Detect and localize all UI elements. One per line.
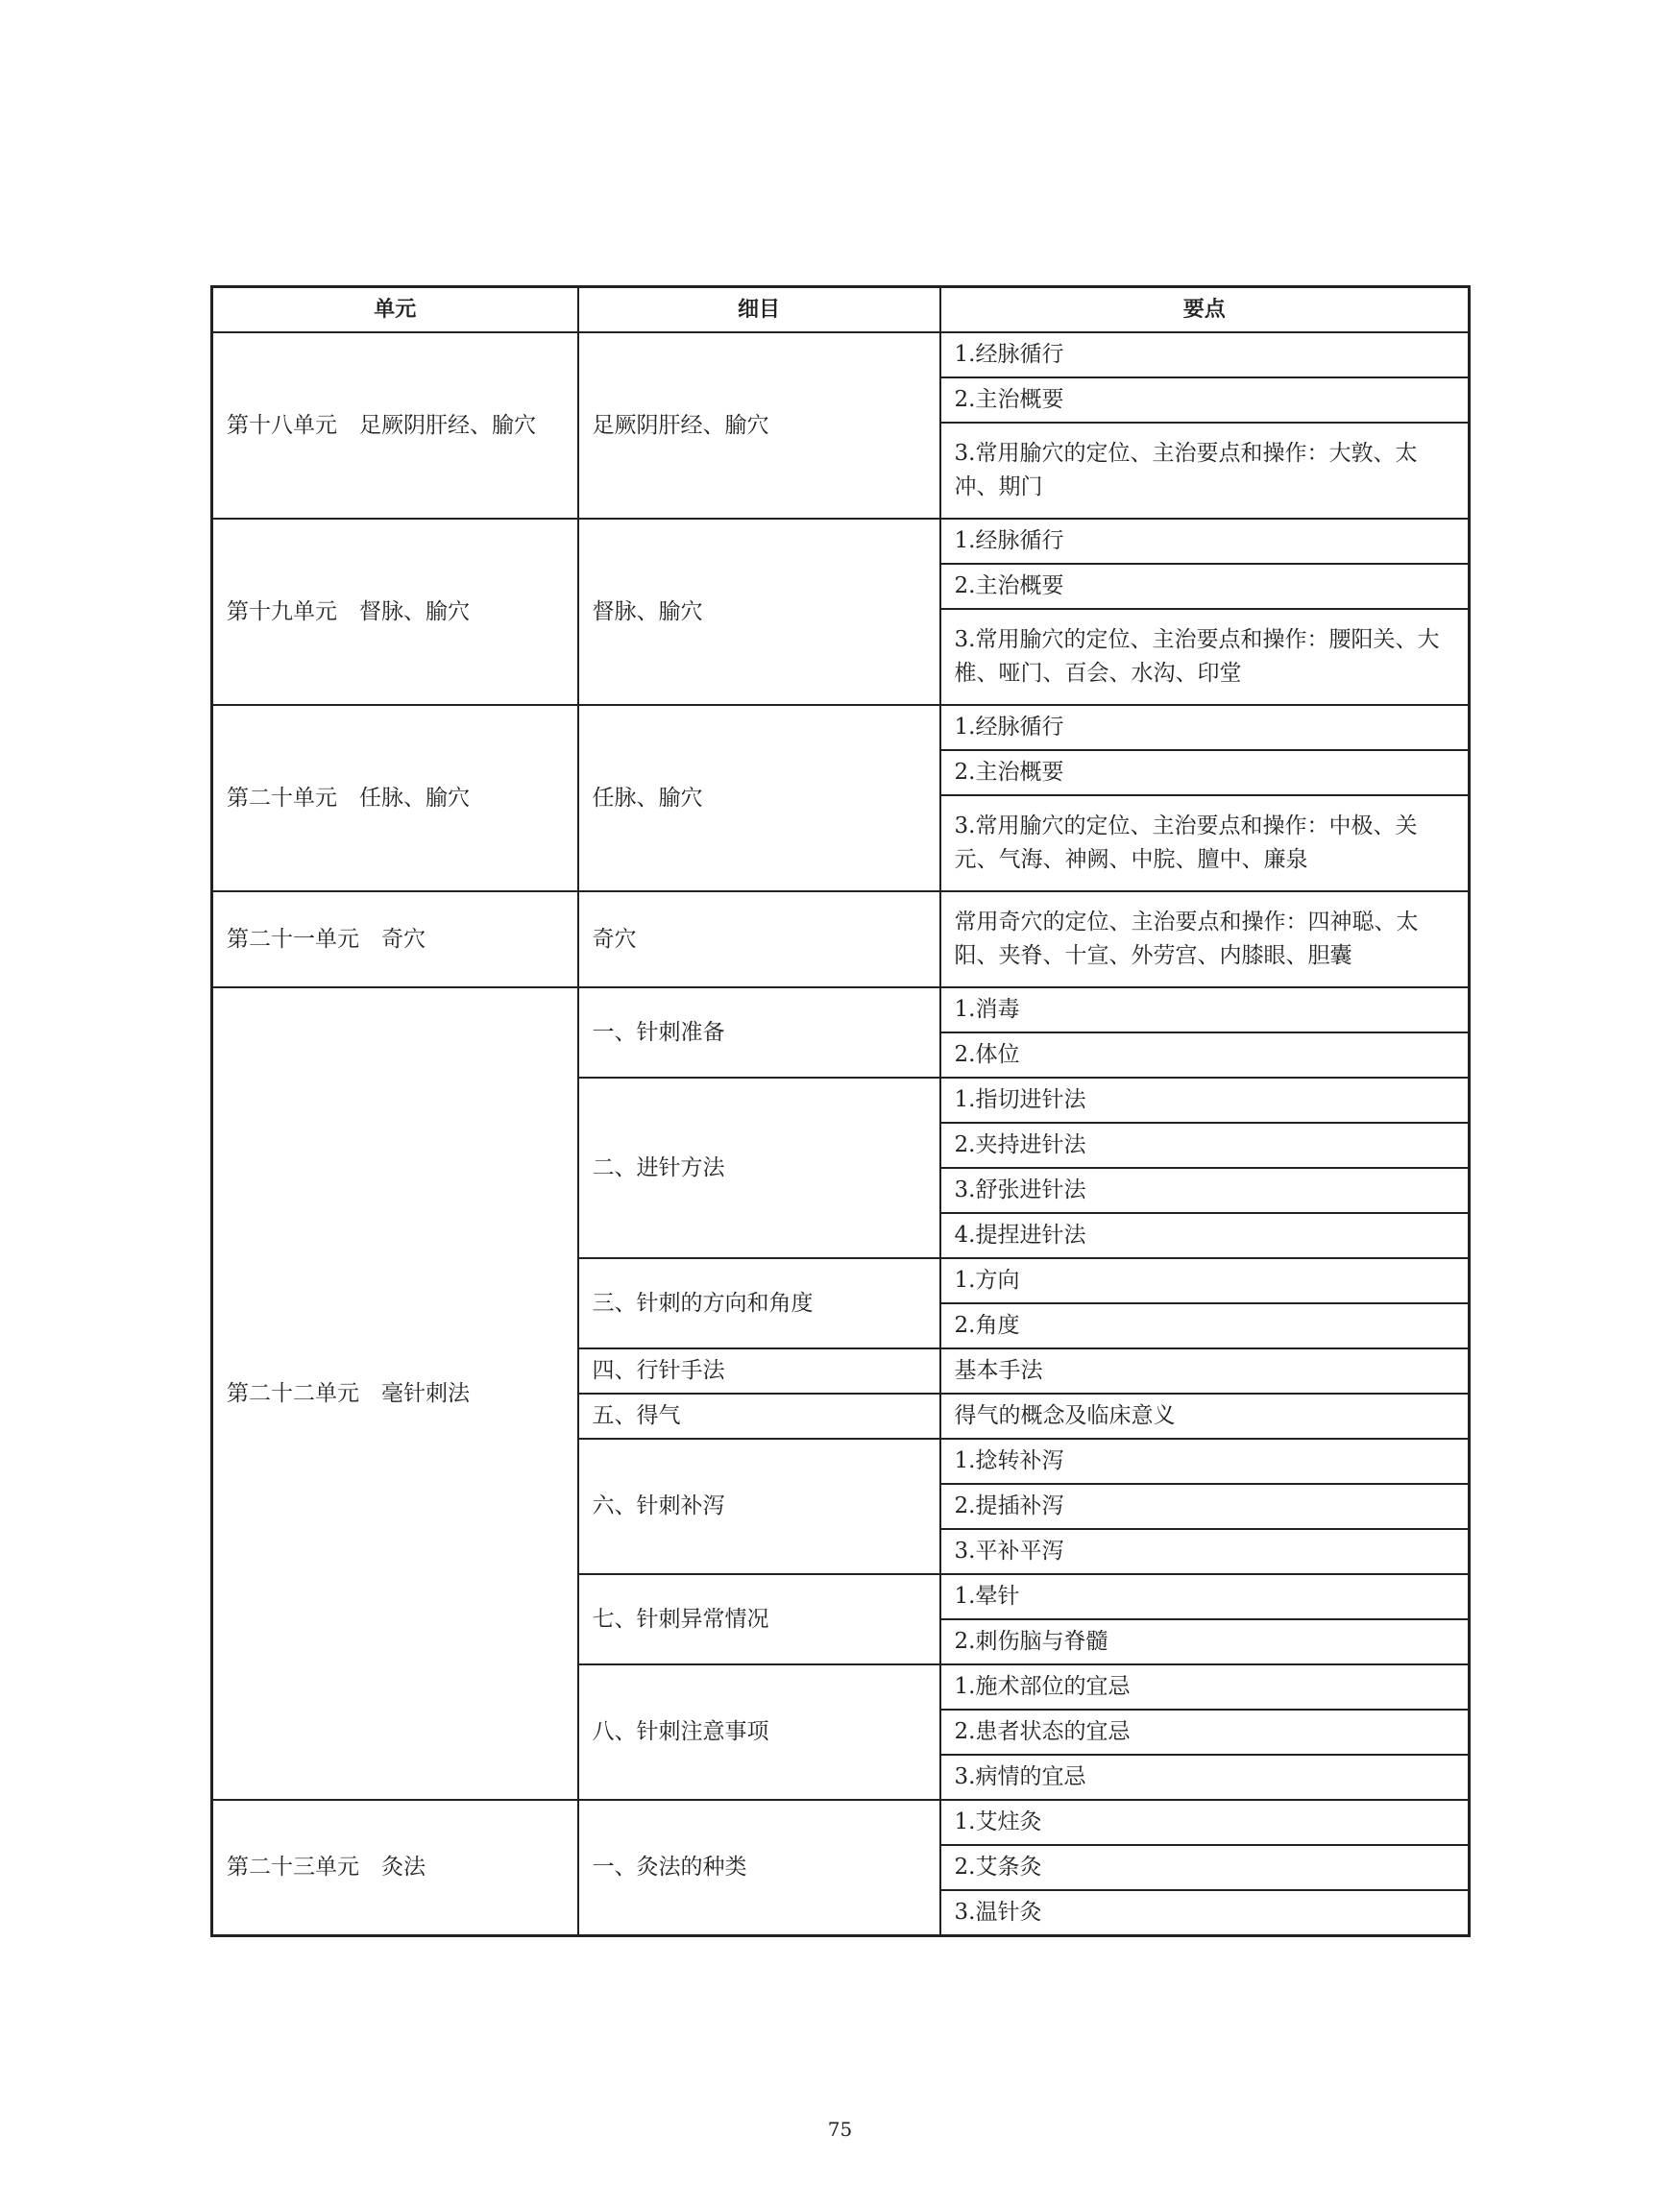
- item-cell: 督脉、腧穴: [578, 519, 940, 705]
- header-points: 要点: [940, 287, 1470, 333]
- header-item: 细目: [578, 287, 940, 333]
- table-row: [212, 1800, 1470, 1845]
- point-cell: 1.指切进针法: [940, 1078, 1470, 1123]
- point-cell: 1.捻转补泻: [940, 1439, 1470, 1484]
- point-cell: 2.提插补泻: [940, 1484, 1470, 1529]
- point-cell: 1.施术部位的宜忌: [940, 1664, 1470, 1710]
- point-cell: 3.舒张进针法: [940, 1168, 1470, 1213]
- point-cell: 3.温针灸: [940, 1890, 1470, 1936]
- point-cell: 1.方向: [940, 1258, 1470, 1303]
- point-cell: 2.患者状态的宜忌: [940, 1710, 1470, 1755]
- point-cell: 3.常用腧穴的定位、主治要点和操作：大敦、太冲、期门: [940, 423, 1470, 519]
- point-cell: 1.经脉循行: [940, 519, 1470, 564]
- unit-cell: 第二十单元 任脉、腧穴: [212, 705, 578, 891]
- table-row: [212, 891, 1470, 987]
- page-number: 75: [827, 2118, 853, 2141]
- point-cell: 得气的概念及临床意义: [940, 1394, 1470, 1439]
- point-cell: 3.平补平泻: [940, 1529, 1470, 1574]
- point-cell: 1.艾炷灸: [940, 1800, 1470, 1845]
- point-cell: 3.病情的宜忌: [940, 1755, 1470, 1800]
- syllabus-table: [210, 285, 1471, 1937]
- table-row: [212, 332, 1470, 377]
- unit-cell: 第十八单元 足厥阴肝经、腧穴: [212, 332, 578, 519]
- unit-cell: 第二十二单元 毫针刺法: [212, 987, 578, 1800]
- unit-cell: 第十九单元 督脉、腧穴: [212, 519, 578, 705]
- unit-cell: 第二十三单元 灸法: [212, 1800, 578, 1936]
- item-cell: 五、得气: [578, 1394, 940, 1439]
- point-cell: 1.经脉循行: [940, 705, 1470, 750]
- item-cell: 七、针刺异常情况: [578, 1574, 940, 1664]
- point-cell: 2.艾条灸: [940, 1845, 1470, 1890]
- point-cell: 2.主治概要: [940, 377, 1470, 423]
- point-cell: 基本手法: [940, 1348, 1470, 1394]
- point-cell: 2.刺伤脑与脊髓: [940, 1619, 1470, 1664]
- item-cell: 二、进针方法: [578, 1078, 940, 1258]
- point-cell: 2.主治概要: [940, 564, 1470, 609]
- table-row: [212, 987, 1470, 1032]
- point-cell: 4.提捏进针法: [940, 1213, 1470, 1258]
- header-unit: 单元: [212, 287, 578, 333]
- table-row: [212, 705, 1470, 750]
- item-cell: 一、针刺准备: [578, 987, 940, 1078]
- item-cell: 六、针刺补泻: [578, 1439, 940, 1574]
- point-cell: 2.夹持进针法: [940, 1123, 1470, 1168]
- item-cell: 四、行针手法: [578, 1348, 940, 1394]
- point-cell: 1.消毒: [940, 987, 1470, 1032]
- item-cell: 足厥阴肝经、腧穴: [578, 332, 940, 519]
- item-cell: 奇穴: [578, 891, 940, 987]
- item-cell: 一、灸法的种类: [578, 1800, 940, 1936]
- point-cell: 2.角度: [940, 1303, 1470, 1348]
- point-cell: 2.主治概要: [940, 750, 1470, 795]
- table-row: [212, 519, 1470, 564]
- point-cell: 1.经脉循行: [940, 332, 1470, 377]
- item-cell: 八、针刺注意事项: [578, 1664, 940, 1800]
- point-cell: 3.常用腧穴的定位、主治要点和操作：腰阳关、大椎、哑门、百会、水沟、印堂: [940, 609, 1470, 705]
- item-cell: 任脉、腧穴: [578, 705, 940, 891]
- table-header-row: [212, 287, 1470, 333]
- point-cell: 2.体位: [940, 1032, 1470, 1078]
- point-cell: 3.常用腧穴的定位、主治要点和操作：中极、关元、气海、神阙、中脘、膻中、廉泉: [940, 795, 1470, 891]
- unit-cell: 第二十一单元 奇穴: [212, 891, 578, 987]
- point-cell: 1.晕针: [940, 1574, 1470, 1619]
- point-cell: 常用奇穴的定位、主治要点和操作：四神聪、太阳、夹脊、十宣、外劳宫、内膝眼、胆囊: [940, 891, 1470, 987]
- item-cell: 三、针刺的方向和角度: [578, 1258, 940, 1348]
